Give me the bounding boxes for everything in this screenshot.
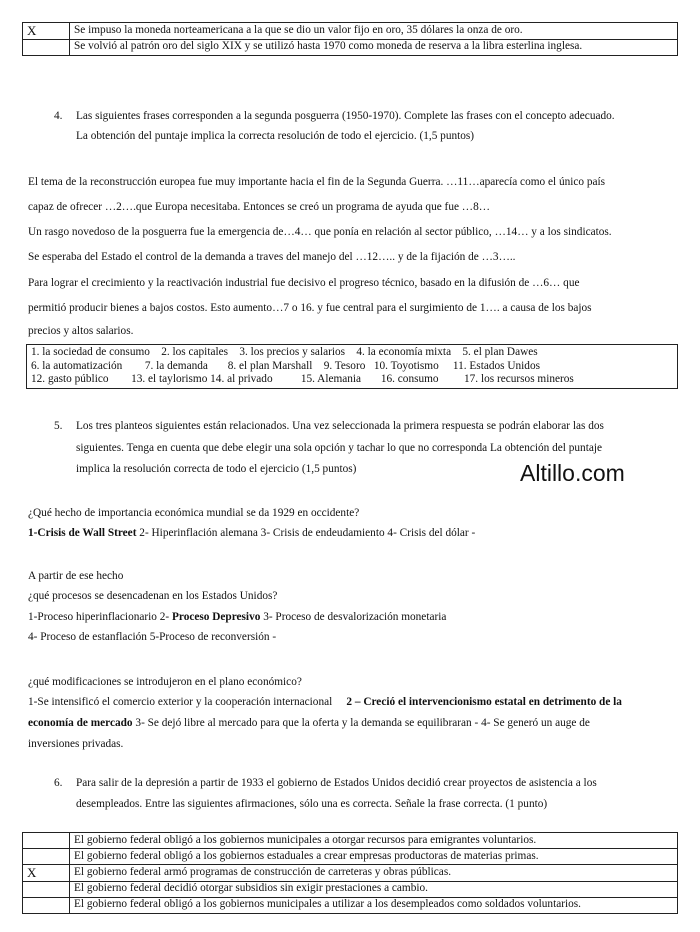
options-line: 12. gasto público 13. el taylorismo 14. al privado 15. Alemania 16. consumo 17. los recursos mineros bbox=[31, 373, 574, 386]
question-4-number: 4. bbox=[54, 110, 63, 122]
table-row bbox=[23, 23, 678, 40]
sentence-text: ….. y de la fijación de … bbox=[378, 251, 493, 263]
answer-text: El gobierno federal obligó a los gobiernos estaduales a crear empresas productoras de materias primas. bbox=[70, 849, 678, 865]
filled-answer[interactable]: 3 bbox=[492, 251, 499, 263]
selected-option[interactable]: economía de mercado bbox=[28, 717, 133, 729]
question-5a-prompt: ¿Qué hecho de importancia económica mundial se da 1929 en occidente? bbox=[28, 507, 360, 519]
table-row bbox=[23, 833, 678, 849]
filled-answer[interactable]: 14 bbox=[505, 226, 518, 238]
sentence-text: … y a los sindicatos. bbox=[517, 226, 612, 238]
table-row bbox=[23, 39, 678, 55]
answer-mark[interactable]: X bbox=[23, 865, 70, 882]
options-box bbox=[26, 344, 678, 389]
selected-option[interactable]: 2 – Creció el intervencionismo estatal en detrimento de la bbox=[346, 696, 622, 708]
question-5c-options-line3: inversiones privadas. bbox=[28, 738, 124, 750]
question-5b-prompt: ¿qué procesos se desencadenan en los Estados Unidos? bbox=[28, 590, 278, 602]
options-line: 6. la automatización 7. la demanda 8. el plan Marshall 9. Tesoro 10. Toyotismo 11. Estados Unidos bbox=[31, 359, 540, 372]
table-row bbox=[23, 881, 678, 897]
question-5-line1: Los tres planteos siguientes están relacionados. Una vez seleccionada la primera respuesta se podrán elaborar las dos bbox=[76, 420, 604, 432]
answer-text: Se impuso la moneda norteamericana a la que se dio un valor fijo en oro, 35 dólares la onza de oro. bbox=[70, 23, 678, 40]
fill-paragraph-line: precios y altos salarios. bbox=[28, 325, 134, 337]
sentence-text: Se esperaba del Estado el control de la demanda a traves del manejo del … bbox=[28, 251, 367, 263]
other-options: 1-Proceso hiperinflacionario 2- bbox=[28, 611, 172, 623]
selected-option[interactable]: 1-Crisis de Wall Street bbox=[28, 527, 137, 539]
filled-answer[interactable]: 11 bbox=[457, 176, 469, 188]
question-6-line1: Para salir de la depresión a partir de 1933 el gobierno de Estados Unidos decidió crear proyectos de asistencia a los bbox=[76, 777, 597, 789]
sentence-text: capaz de ofrecer … bbox=[28, 201, 117, 213]
sentence-text: … que bbox=[549, 277, 580, 289]
filled-answer[interactable]: 7 o 16 bbox=[283, 302, 312, 314]
question-4-line1: Las siguientes frases corresponden a la segunda posguerra (1950-1970). Complete las frases con el concepto adecuado. bbox=[76, 110, 615, 122]
table-row bbox=[23, 849, 678, 865]
sentence-text: permitió producir bienes a bajos costos. Esto aumento… bbox=[28, 302, 284, 314]
filled-answer[interactable]: 1 bbox=[479, 302, 486, 314]
question-5c-prompt: ¿qué modificaciones se introdujeron en el plano económico? bbox=[28, 676, 302, 688]
sentence-text: ….. bbox=[498, 251, 516, 263]
question-5c-options-line2 bbox=[28, 717, 670, 731]
question-6-line2: desempleados. Entre las siguientes afirmaciones, sólo una es correcta. Señale la frase correcta. (1 punto) bbox=[76, 798, 548, 810]
filled-answer[interactable]: 12 bbox=[366, 251, 379, 263]
question-5b-options bbox=[28, 611, 670, 625]
other-options: 3- Se dejó libre al mercado para que la oferta y la demanda se equilibraran - 4- Se generó un auge de bbox=[132, 717, 590, 729]
sentence-text: … bbox=[478, 201, 491, 213]
answer-text: Se volvió al patrón oro del siglo XIX y se utilizó hasta 1970 como moneda de reserva a la libra esterlina inglesa. bbox=[70, 39, 678, 55]
other-options: 3- Proceso de desvalorización monetaria bbox=[260, 611, 447, 623]
sentence-text: ….que Europa necesitaba. Entonces se creó un programa de ayuda que fue … bbox=[121, 201, 474, 213]
question-5-number: 5. bbox=[54, 420, 63, 432]
options-line: 1. la sociedad de consumo 2. los capitales 3. los precios y salarios 4. la economía mixta 5. el plan Dawes bbox=[31, 346, 538, 358]
question-5b-options-line2: 4- Proceso de estanflación 5-Proceso de reconversión - bbox=[28, 631, 277, 643]
filled-answer[interactable]: 8 bbox=[473, 201, 479, 213]
filled-answer[interactable]: 6 bbox=[543, 277, 550, 289]
question-5b-intro: A partir de ese hecho bbox=[28, 570, 124, 582]
other-options: 1-Se intensificó el comercio exterior y la cooperación internacional bbox=[28, 696, 347, 708]
answer-mark[interactable] bbox=[23, 881, 70, 897]
sentence-text: … que ponía en relación al sector público, … bbox=[300, 226, 506, 238]
selected-option[interactable]: Proceso Depresivo bbox=[172, 611, 261, 623]
table-row bbox=[23, 897, 678, 913]
top-answer-table bbox=[22, 22, 678, 56]
question-5-line2: siguientes. Tenga en cuenta que debe elegir una sola opción y tachar lo que no corresponda La obtención del puntaje bbox=[76, 442, 602, 454]
other-options: 2- Hiperinflación alemana 3- Crisis de endeudamiento 4- Crisis del dólar - bbox=[136, 527, 476, 539]
answer-mark[interactable] bbox=[23, 39, 70, 55]
question-5c-options bbox=[28, 696, 670, 710]
fill-paragraph-line bbox=[28, 302, 670, 316]
sentence-text: Un rasgo novedoso de la posguerra fue la emergencia de… bbox=[28, 226, 295, 238]
answer-mark[interactable] bbox=[23, 849, 70, 865]
question-6-answer-table bbox=[22, 832, 678, 914]
filled-answer[interactable]: 4 bbox=[294, 226, 301, 238]
sentence-text: …aparecía como el único país bbox=[468, 176, 606, 188]
answer-text: El gobierno federal decidió otorgar subsidios sin exigir prestaciones a cambio. bbox=[70, 881, 678, 897]
answer-text: El gobierno federal obligó a los gobiernos municipales a otorgar recursos para emigrantes voluntarios. bbox=[70, 833, 678, 849]
answer-mark[interactable]: X bbox=[23, 23, 70, 40]
sentence-text: …. a causa de los bajos bbox=[485, 302, 592, 314]
filled-answer[interactable]: 2 bbox=[116, 201, 122, 213]
answer-mark[interactable] bbox=[23, 833, 70, 849]
question-6-number: 6. bbox=[54, 777, 63, 789]
question-5a-options bbox=[28, 527, 670, 541]
fill-paragraph-line bbox=[28, 201, 670, 215]
table-row bbox=[23, 865, 678, 882]
answer-text: El gobierno federal armó programas de construcción de carreteras y obras públicas. bbox=[70, 865, 678, 882]
sentence-text: El tema de la reconstrucción europea fue muy importante hacia el fin de la Segunda Guerra. … bbox=[28, 176, 458, 188]
fill-paragraph-line bbox=[28, 251, 670, 265]
sentence-text: . y fue central para el surgimiento de bbox=[311, 302, 480, 314]
fill-paragraph-line bbox=[28, 277, 670, 291]
fill-paragraph-line bbox=[28, 226, 670, 240]
answer-mark[interactable] bbox=[23, 897, 70, 913]
fill-paragraph-line bbox=[28, 176, 670, 190]
sentence-text: Para lograr el crecimiento y la reactivación industrial fue decisivo el progreso técnico, basado en la difusión de … bbox=[28, 277, 544, 289]
question-4-line2: La obtención del puntaje implica la correcta resolución de todo el ejercicio. (1,5 puntos) bbox=[76, 130, 475, 142]
question-5-line3: implica la resolución correcta de todo el ejercicio (1,5 puntos) bbox=[76, 463, 357, 475]
watermark-logo: Altillo.com bbox=[520, 460, 625, 486]
answer-text: El gobierno federal obligó a los gobiernos municipales a utilizar a los desempleados como soldados voluntarios. bbox=[70, 897, 678, 913]
